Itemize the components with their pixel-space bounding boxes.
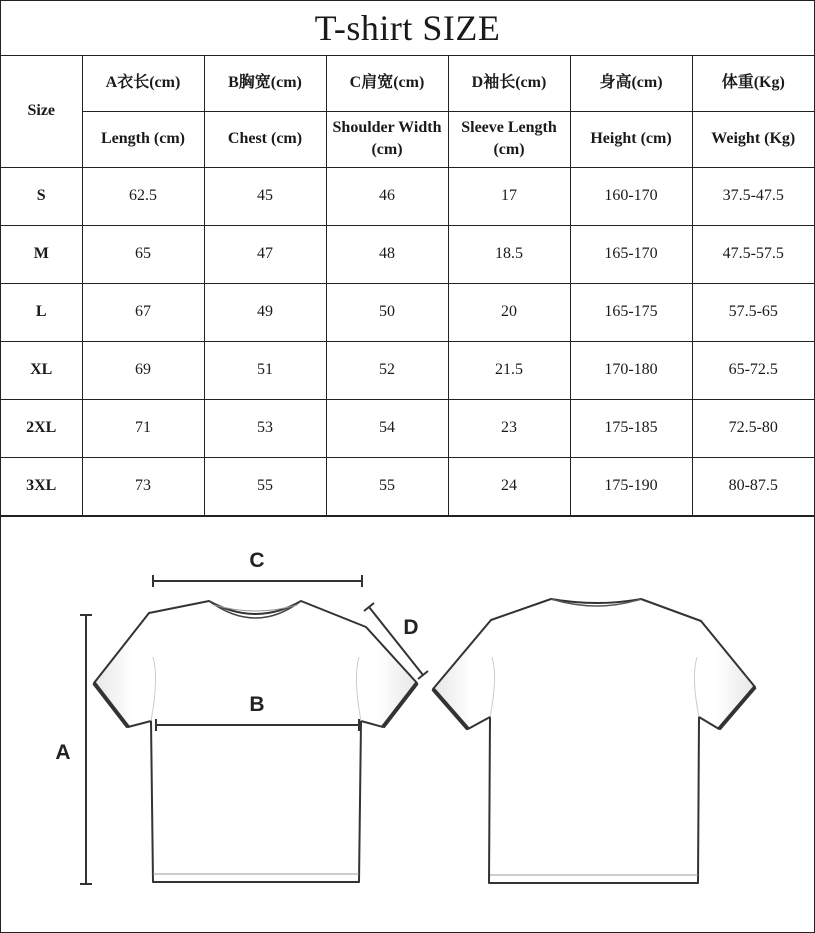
weight-cell: 57.5-65 [692,283,814,341]
header-cn-sleeve: D袖长(cm) [448,56,570,111]
shoulder-cell: 52 [326,341,448,399]
chest-cell: 51 [204,341,326,399]
height-cell: 165-175 [570,283,692,341]
size-cell: M [1,225,82,283]
size-cell: S [1,167,82,225]
header-cn-height: 身高(cm) [570,56,692,111]
tshirt-diagram-svg [1,517,814,933]
header-en-sleeve: Sleeve Length (cm) [448,111,570,167]
dimension-a-line [80,615,92,884]
length-cell: 67 [82,283,204,341]
table-row [1,457,814,515]
header-en-chest: Chest (cm) [204,111,326,167]
height-cell: 175-185 [570,399,692,457]
sleeve-cell: 17 [448,167,570,225]
chest-cell: 53 [204,399,326,457]
table-row [1,399,814,457]
sleeve-cell: 18.5 [448,225,570,283]
tshirt-back-icon [433,599,755,883]
weight-cell: 72.5-80 [692,399,814,457]
header-cn-shoulder: C肩宽(cm) [326,56,448,111]
header-row-cn [1,56,814,111]
length-cell: 73 [82,457,204,515]
header-en-shoulder: Shoulder Width (cm) [326,111,448,167]
height-cell: 160-170 [570,167,692,225]
shoulder-cell: 46 [326,167,448,225]
length-cell: 65 [82,225,204,283]
table-row [1,225,814,283]
table-row [1,283,814,341]
chest-cell: 45 [204,167,326,225]
chest-cell: 47 [204,225,326,283]
size-cell: 3XL [1,457,82,515]
sleeve-cell: 20 [448,283,570,341]
length-cell: 69 [82,341,204,399]
length-cell: 71 [82,399,204,457]
header-en-weight: Weight (Kg) [692,111,814,167]
header-cn-weight: 体重(Kg) [692,56,814,111]
header-cn-length: A衣长(cm) [82,56,204,111]
header-en-length: Length (cm) [82,111,204,167]
tshirt-diagram [1,516,814,933]
size-cell: 2XL [1,399,82,457]
weight-cell: 80-87.5 [692,457,814,515]
shoulder-cell: 54 [326,399,448,457]
dimension-d-label: D [403,616,419,639]
sleeve-cell: 21.5 [448,341,570,399]
shoulder-cell: 50 [326,283,448,341]
size-table [1,56,814,516]
sleeve-cell: 24 [448,457,570,515]
dimension-c-label: C [249,549,265,572]
length-cell: 62.5 [82,167,204,225]
weight-cell: 47.5-57.5 [692,225,814,283]
shoulder-cell: 48 [326,225,448,283]
chest-cell: 49 [204,283,326,341]
chart-title: T-shirt SIZE [1,1,814,56]
dimension-c-line [153,575,362,587]
tshirt-front-icon [94,601,417,882]
size-cell: XL [1,341,82,399]
size-cell: L [1,283,82,341]
weight-cell: 37.5-47.5 [692,167,814,225]
sleeve-cell: 23 [448,399,570,457]
height-cell: 175-190 [570,457,692,515]
header-cn-chest: B胸宽(cm) [204,56,326,111]
height-cell: 170-180 [570,341,692,399]
header-row-en [1,111,814,167]
table-row [1,341,814,399]
weight-cell: 65-72.5 [692,341,814,399]
dimension-b-label: B [249,693,265,716]
header-en-height: Height (cm) [570,111,692,167]
height-cell: 165-170 [570,225,692,283]
shoulder-cell: 55 [326,457,448,515]
table-row [1,167,814,225]
size-header: Size [1,56,82,167]
chest-cell: 55 [204,457,326,515]
dimension-a-label: A [55,741,71,764]
